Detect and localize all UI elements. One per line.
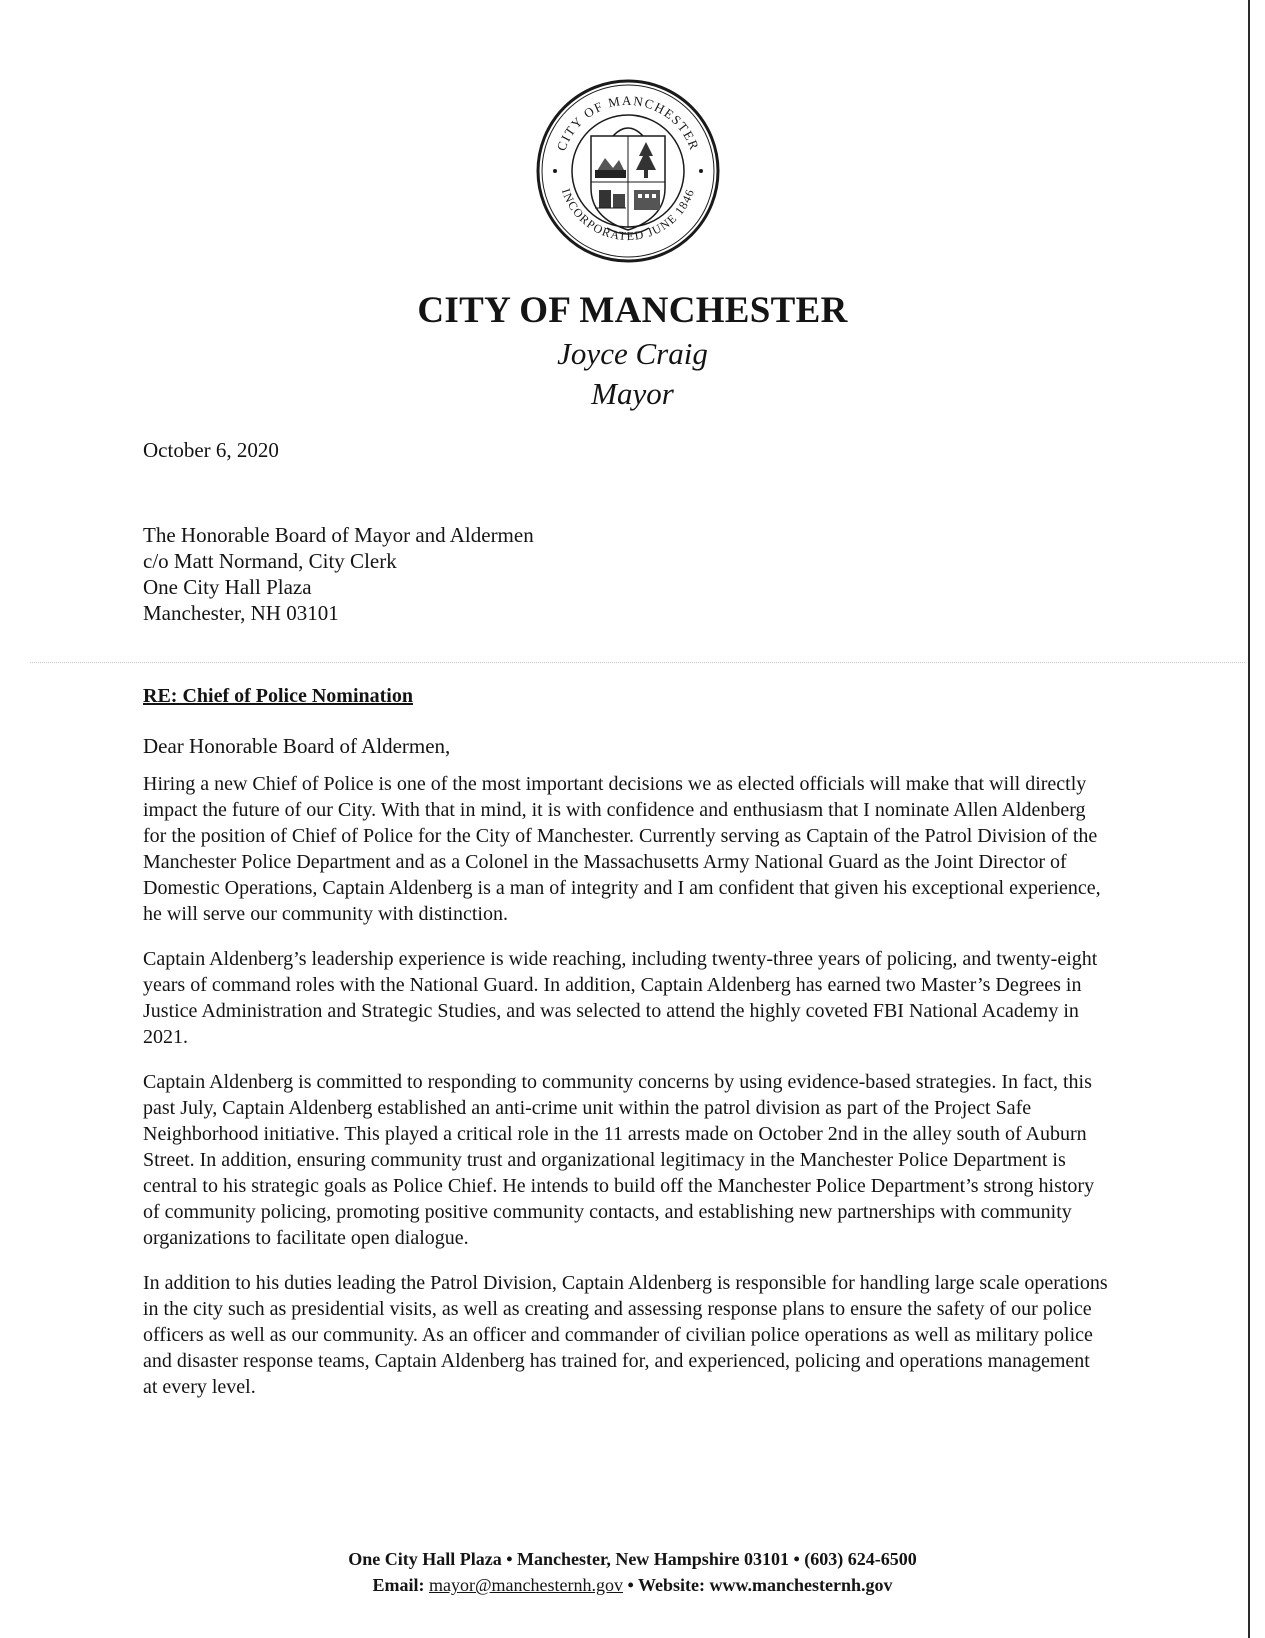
recipient-line: One City Hall Plaza: [143, 575, 312, 599]
email-label: Email:: [372, 1575, 425, 1595]
recipient-address: [143, 522, 534, 626]
website-link[interactable]: www.manchesternh.gov: [709, 1575, 893, 1595]
body-paragraph: Captain Aldenberg’s leadership experience is wide reaching, including twenty-three years of policing, and twenty-eight years of command roles with the National Guard. In addition, Captain Aldenberg has earned two Master’s Degrees in Justice Administration and Strategic Studies, and was selected to attend the highly coveted FBI National Academy in 2021.: [143, 948, 1098, 1048]
website-label: • Website:: [627, 1575, 705, 1595]
city-seal: [535, 78, 721, 264]
city-title: CITY OF MANCHESTER: [417, 290, 848, 331]
seal-top-text: CITY OF MANCHESTER: [553, 92, 703, 153]
email-link[interactable]: mayor@manchesternh.gov: [429, 1575, 624, 1595]
recipient-line: Manchester, NH 03101: [143, 601, 339, 625]
body-paragraph: Captain Aldenberg is committed to responding to community concerns by using evidence-based strategies. In fact, this past July, Captain Aldenberg established an anti-crime unit within the patrol division as part of the Project Safe Neighborhood initiative. This played a critical role in the 11 arrests made on October 2nd in the alley south of Auburn Street. In addition, ensuring community trust and organizational legitimacy in the Manchester Police Department is central to his strategic goals as Police Chief. He intends to build off the Manchester Police Department’s strong history of community policing, promoting positive community contacts, and establishing new partnerships with community organizations to facilitate open dialogue.: [143, 1071, 1095, 1249]
salutation: Dear Honorable Board of Aldermen,: [143, 734, 451, 758]
footer-contact: [0, 1572, 1265, 1598]
seal-bottom-text: INCORPORATED JUNE 1846: [558, 186, 698, 244]
mayor-name: Joyce Craig: [557, 336, 708, 371]
mayor-title: Mayor: [591, 376, 674, 411]
letterhead: [0, 288, 1265, 414]
body-paragraph: In addition to his duties leading the Patrol Division, Captain Aldenberg is responsible for handling large scale operations in the city such as presidential visits, as well as creating and assessing response plans to ensure the safety of our police officers as well as our community. As an officer and commander of civilian police operations as well as military police and disaster response teams, Captain Aldenberg has trained for, and experienced, policing and operations management at every level.: [143, 1272, 1108, 1398]
letter-footer: [0, 1546, 1265, 1598]
recipient-line: c/o Matt Normand, City Clerk: [143, 549, 397, 573]
page-edge-line: [1248, 0, 1250, 1638]
recipient-line: The Honorable Board of Mayor and Aldermen: [143, 523, 534, 547]
subject-line: RE: Chief of Police Nomination: [143, 685, 413, 707]
footer-address: One City Hall Plaza • Manchester, New Hampshire 03101 • (603) 624-6500: [348, 1549, 917, 1569]
letter-body: [143, 771, 1109, 1419]
fold-line: [30, 662, 1245, 663]
letter-date: October 6, 2020: [143, 438, 279, 462]
body-paragraph: Hiring a new Chief of Police is one of the most important decisions we as elected officials will make that will directly impact the future of our City. With that in mind, it is with confidence and enthusiasm that I nominate Allen Aldenberg for the position of Chief of Police for the City of Manchester. Currently serving as Captain of the Patrol Division of the Manchester Police Department and as a Colonel in the Massachusetts Army National Guard as the Joint Director of Domestic Operations, Captain Aldenberg is a man of integrity and I am confident that given his exceptional experience, he will serve our community with distinction.: [143, 773, 1101, 925]
